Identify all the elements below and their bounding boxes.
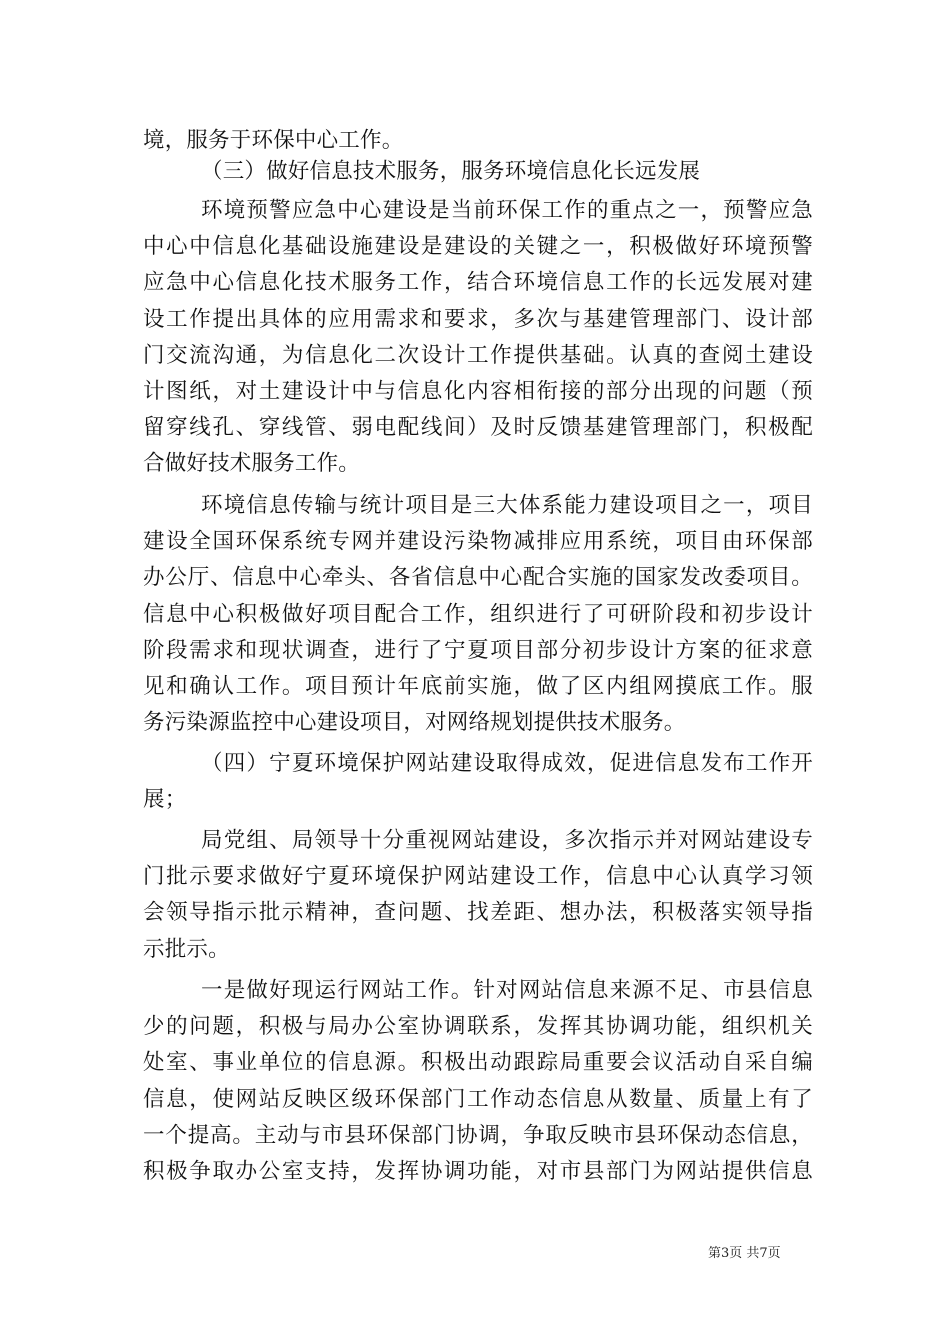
body-line: 信息中心积极做好项目配合工作，组织进行了可研阶段和初步设计	[143, 602, 813, 627]
body-line: 示批示。	[143, 937, 230, 962]
body-line: 门交流沟通，为信息化二次设计工作提供基础。认真的查阅土建设	[143, 343, 813, 368]
section-heading: （三）做好信息技术服务，服务环境信息化长远发展	[201, 159, 701, 184]
body-line: 信息，使网站反映区级环保部门工作动态信息从数量、质量上有了	[143, 1087, 813, 1112]
body-line: 局党组、局领导十分重视网站建设，多次指示并对网站建设专	[201, 828, 813, 853]
section-heading: （四）宁夏环境保护网站建设取得成效，促进信息发布工作开	[201, 751, 813, 776]
body-line: 环境预警应急中心建设是当前环保工作的重点之一，预警应急	[201, 198, 813, 223]
body-line: 阶段需求和现状调查，进行了宁夏项目部分初步设计方案的征求意	[143, 638, 813, 663]
body-line: 环境信息传输与统计项目是三大体系能力建设项目之一，项目	[201, 493, 813, 518]
body-line: 见和确认工作。项目预计年底前实施，做了区内组网摸底工作。服	[143, 674, 813, 699]
body-line: 计图纸，对土建设计中与信息化内容相衔接的部分出现的问题（预	[143, 379, 813, 404]
body-line: 积极争取办公室支持，发挥协调功能，对市县部门为网站提供信息	[143, 1159, 813, 1184]
body-line: 中心中信息化基础设施建设是建设的关键之一，积极做好环境预警	[143, 234, 813, 259]
body-line: 少的问题，积极与局办公室协调联系，发挥其协调功能，组织机关	[143, 1014, 813, 1039]
body-line: 一个提高。主动与市县环保部门协调，争取反映市县环保动态信息，	[143, 1123, 813, 1148]
section-heading: 展；	[143, 787, 187, 812]
body-line: 会领导指示批示精神，查问题、找差距、想办法，积极落实领导指	[143, 900, 813, 925]
body-line: 应急中心信息化技术服务工作，结合环境信息工作的长远发展对建	[143, 270, 813, 295]
body-line: 一是做好现运行网站工作。针对网站信息来源不足、市县信息	[201, 978, 813, 1003]
page-number: 第3页 共7页	[708, 1246, 781, 1261]
body-line: 合做好技术服务工作。	[143, 451, 361, 476]
body-line: 留穿线孔、穿线管、弱电配线间）及时反馈基建管理部门，积极配	[143, 415, 813, 440]
body-line: 建设全国环保系统专网并建设污染物减排应用系统，项目由环保部	[143, 529, 813, 554]
body-line: 境，服务于环保中心工作。	[143, 128, 404, 153]
body-line: 处室、事业单位的信息源。积极出动跟踪局重要会议活动自采自编	[143, 1050, 813, 1075]
body-line: 务污染源监控中心建设项目，对网络规划提供技术服务。	[143, 710, 686, 735]
body-line: 门批示要求做好宁夏环境保护网站建设工作，信息中心认真学习领	[143, 864, 813, 889]
body-line: 设工作提出具体的应用需求和要求，多次与基建管理部门、设计部	[143, 307, 813, 332]
body-line: 办公厅、信息中心牵头、各省信息中心配合实施的国家发改委项目。	[143, 565, 813, 590]
